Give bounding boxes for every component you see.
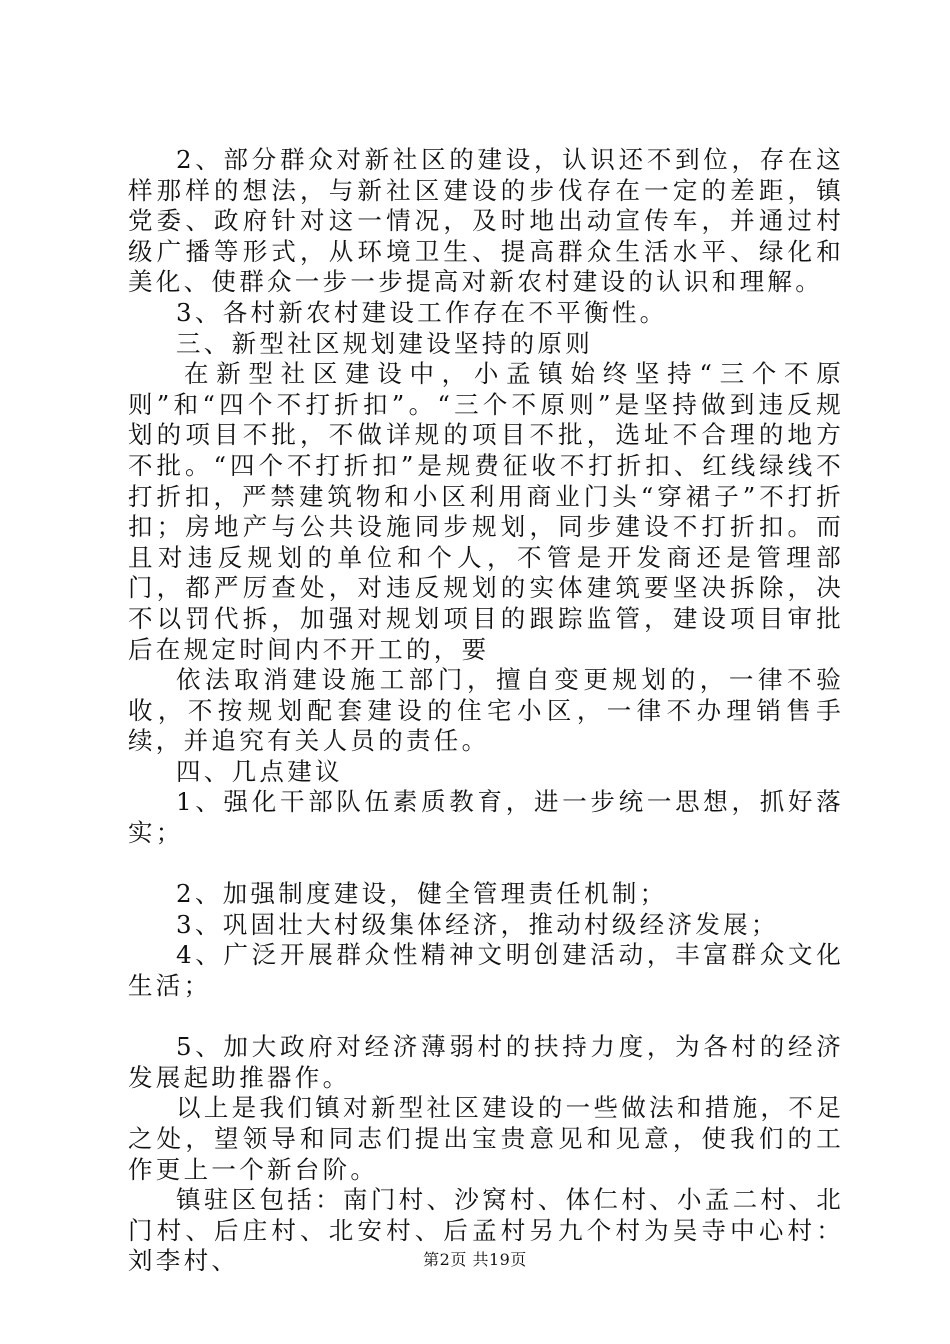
blank-line <box>128 849 844 880</box>
suggestion-1: 1、强化干部队伍素质教育，进一步统一思想，抓好落实； <box>128 787 844 848</box>
suggestion-3: 3、巩固壮大村级集体经济，推动村级经济发展； <box>176 909 779 939</box>
paragraph-point-2: 2、部分群众对新社区的建设，认识还不到位，存在这样那样的想法，与新社区建设的步伐存在一定的差距，镇党委、政府针对这一情况，及时地出动宣传车，并通过村级广播等形式，从环境卫生、提高群众生活水平、绿化和美化、使群众一步一步提高对新农村建设的认识和理解。 <box>128 145 844 297</box>
suggestion-2: 2、加强制度建设，健全管理责任机制； <box>176 879 668 909</box>
section-heading-suggestions: 四、几点建议 <box>176 756 343 786</box>
blank-line <box>128 1002 844 1033</box>
section-heading-principles: 三、新型社区规划建设坚持的原则 <box>176 328 593 358</box>
paragraph-principles-continued: 依法取消建设施工部门，擅自变更规划的，一律不验收，不按规划配套建设的住宅小区，一律不办理销售手续，并追究有关人员的责任。 <box>128 665 844 756</box>
paragraph-town-area: 镇驻区包括：南门村、沙窝村、体仁村、小孟二村、北门村、后庄村、北安村、后孟村另九个村为吴寺中心村：刘李村、 <box>128 1185 844 1276</box>
document-body <box>128 145 844 1277</box>
paragraph-principles: 在新型社区建设中，小孟镇始终坚持“三个不原则”和“四个不打折扣”。“三个不原则”是坚持做到违反规划的项目不批，不做详规的项目不批，选址不合理的地方不批。“四个不打折扣”是规费征收不打折扣、红线绿线不打折扣，严禁建筑物和小区利用商业门头“穿裙子”不打折扣；房地产与公共设施同步规划，同步建设不打折扣。而且对违反规划的单位和个人，不管是开发商还是管理部门，都严厉查处，对违反规划的实体建筑要坚决拆除，决不以罚代拆，加强对规划项目的跟踪监管，建设项目审批后在规定时间内不开工的，要 <box>128 359 844 664</box>
paragraph-point-3: 3、各村新农村建设工作存在不平衡性。 <box>176 297 668 327</box>
page-number-footer: 第2页 共19页 <box>423 1250 527 1269</box>
suggestion-5: 5、加大政府对经济薄弱村的扶持力度，为各村的经济发展起助推器作。 <box>128 1032 844 1092</box>
paragraph-closing: 以上是我们镇对新型社区建设的一些做法和措施，不足之处，望领导和同志们提出宝贵意见和见意，使我们的工作更上一个新台阶。 <box>128 1093 844 1184</box>
suggestion-4: 4、广泛开展群众性精神文明创建活动，丰富群众文化生活； <box>128 940 844 1001</box>
